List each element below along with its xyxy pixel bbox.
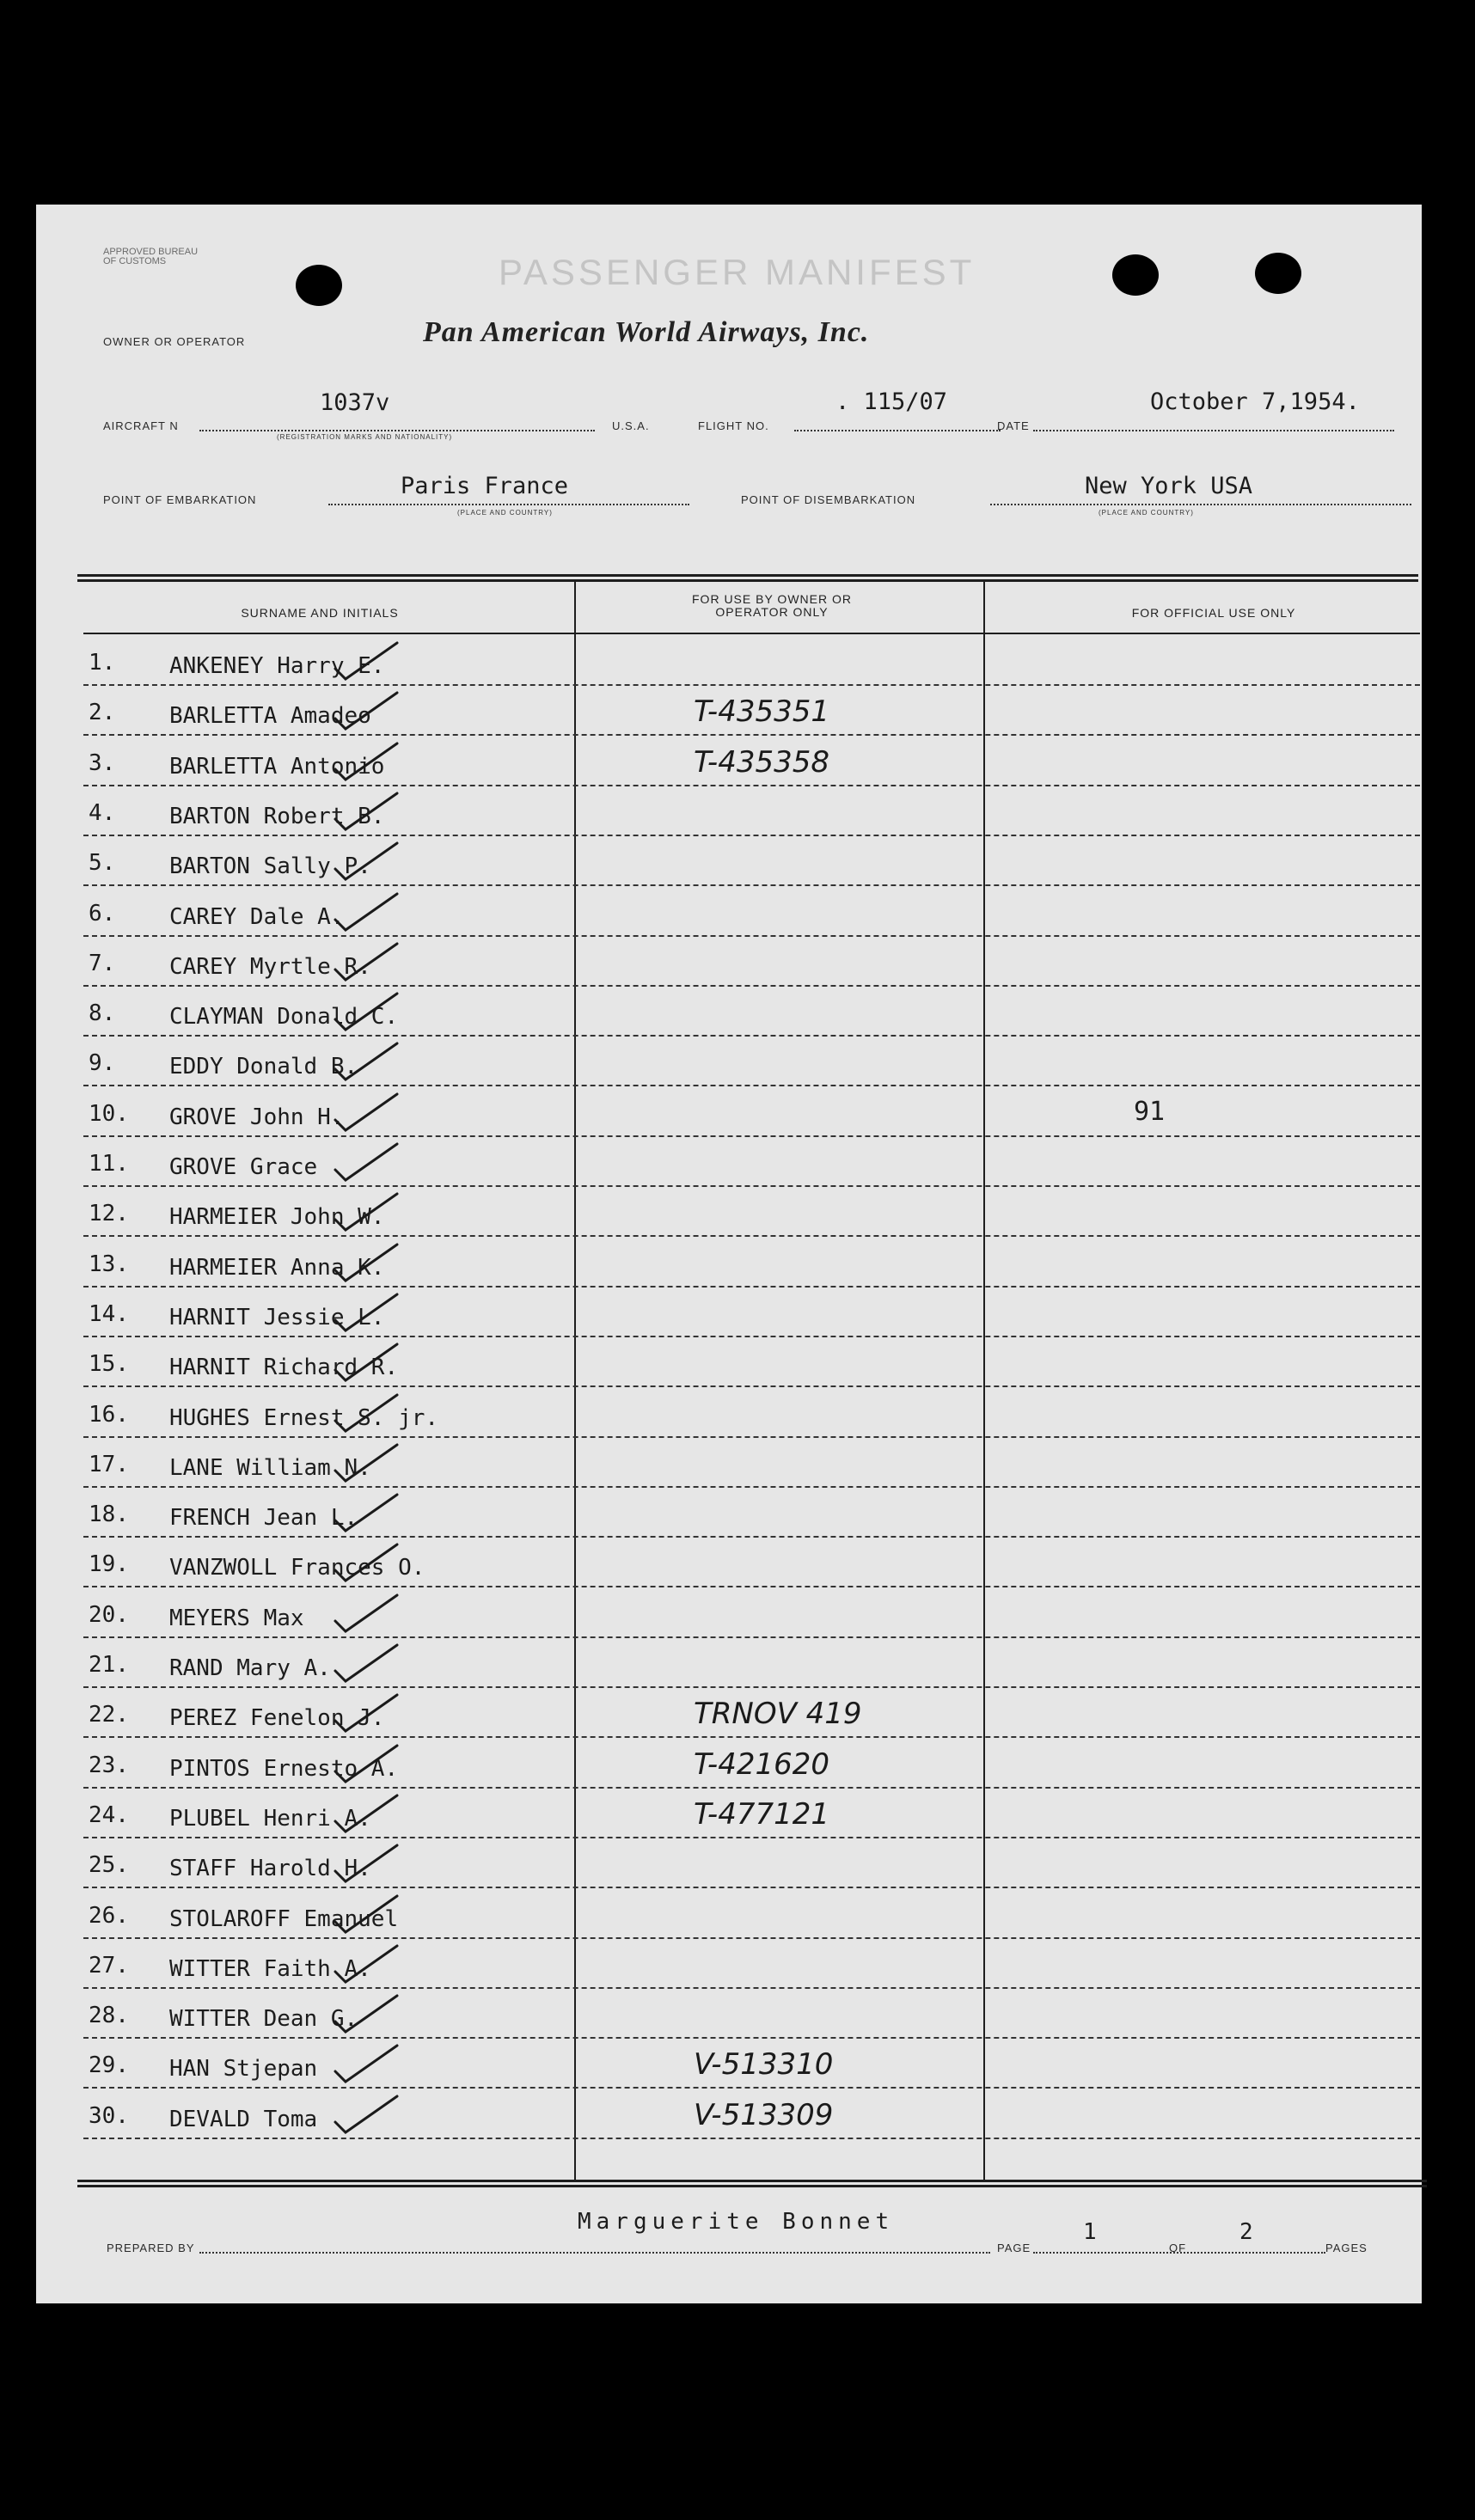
passenger-name: WITTER Dean G.: [169, 2006, 358, 2033]
row-number: 2.: [89, 700, 116, 726]
usa-label: U.S.A.: [612, 419, 650, 432]
check-mark-icon: [328, 1291, 406, 1334]
table-top-rule: [77, 574, 1418, 582]
check-mark-icon: [328, 1190, 406, 1233]
row-number: 28.: [89, 2003, 129, 2029]
punch-hole: [1112, 254, 1159, 296]
passenger-name: BARLETTA Amadeo: [169, 703, 371, 730]
passenger-name: CLAYMAN Donald C.: [169, 1004, 399, 1031]
passenger-name: HARNIT Richard R.: [169, 1355, 399, 1381]
disembarkation-label: POINT OF DISEMBARKATION: [741, 493, 916, 506]
check-mark-icon: [328, 1942, 406, 1985]
check-mark-icon: [328, 1491, 406, 1534]
passenger-name: CAREY Myrtle R.: [169, 953, 371, 980]
check-mark-icon: [328, 2042, 406, 2085]
manifest-sheet: [36, 205, 1422, 2303]
aircraft-label: AIRCRAFT N: [103, 419, 179, 432]
table-row: [83, 1286, 1420, 1337]
passenger-name: DEVALD Toma: [169, 2106, 318, 2132]
ticket-note: T-421620: [694, 1746, 829, 1782]
check-mark-icon: [328, 1842, 406, 1885]
table-row: [83, 1587, 1420, 1638]
passenger-name: HAN Stjepan: [169, 2056, 318, 2083]
table-row: [83, 1336, 1420, 1387]
row-number: 17.: [89, 1451, 129, 1477]
table-row: [83, 1185, 1420, 1237]
passenger-name: GROVE Grace: [169, 1154, 318, 1180]
table-row: [83, 885, 1420, 937]
table-row: [83, 1536, 1420, 1587]
aircraft-line: [199, 430, 595, 431]
ticket-note: V-513310: [694, 2047, 834, 2083]
table-row: [83, 1787, 1420, 1838]
ticket-note: TRNOV 419: [694, 1697, 862, 1732]
embarkation-label: POINT OF EMBARKATION: [103, 493, 257, 506]
embarkation-value: Paris France: [401, 473, 569, 499]
embarkation-line: [328, 504, 689, 505]
table-row: [83, 735, 1420, 786]
column-header-surname: SURNAME AND INITIALS: [241, 606, 399, 620]
passenger-name: PINTOS Ernesto A.: [169, 1755, 399, 1782]
passenger-name: GROVE John H.: [169, 1104, 345, 1130]
row-number: 14.: [89, 1300, 129, 1327]
passenger-name: STOLAROFF Emanuel: [169, 1905, 399, 1932]
row-number: 21.: [89, 1652, 129, 1678]
table-row: [83, 2088, 1420, 2139]
date-label: DATE: [997, 419, 1030, 432]
check-mark-icon: [328, 1040, 406, 1083]
page-line: [1033, 2252, 1325, 2254]
check-mark-icon: [328, 1341, 406, 1384]
registration-note: (REGISTRATION MARKS AND NATIONALITY): [277, 433, 453, 441]
table-row: [83, 1236, 1420, 1288]
row-number: 8.: [89, 1000, 116, 1027]
check-mark-icon: [328, 1592, 406, 1635]
row-number: 9.: [89, 1050, 116, 1077]
check-mark-icon: [328, 890, 406, 933]
check-mark-icon: [328, 1792, 406, 1835]
check-mark-icon: [328, 1893, 406, 1936]
row-number: 5.: [89, 850, 116, 877]
row-number: 26.: [89, 1902, 129, 1929]
passenger-name: RAND Mary A.: [169, 1655, 331, 1681]
check-mark-icon: [328, 1742, 406, 1785]
check-mark-icon: [328, 1691, 406, 1734]
table-row: [83, 1636, 1420, 1688]
check-mark-icon: [328, 1441, 406, 1484]
prepared-label: PREPARED BY: [107, 2242, 195, 2254]
check-mark-icon: [328, 1541, 406, 1584]
check-mark-icon: [328, 790, 406, 833]
table-row: [83, 1887, 1420, 1939]
table-row: [83, 2037, 1420, 2089]
table-row: [83, 1086, 1420, 1137]
row-number: 12.: [89, 1201, 129, 1227]
pages-label: PAGES: [1325, 2242, 1368, 2254]
passenger-name: LANE William N.: [169, 1454, 371, 1481]
passenger-name: BARTON Robert B.: [169, 803, 385, 829]
row-number: 3.: [89, 749, 116, 776]
row-number: 18.: [89, 1502, 129, 1528]
page-number: 1: [1083, 2219, 1097, 2245]
table-row: [83, 1937, 1420, 1989]
row-number: 11.: [89, 1151, 129, 1177]
check-mark-icon: [328, 1642, 406, 1685]
owner-label: OWNER OR OPERATOR: [103, 335, 246, 348]
check-mark-icon: [328, 840, 406, 883]
of-label: OF: [1169, 2242, 1187, 2254]
flight-label: FLIGHT NO.: [698, 419, 769, 432]
table-row: [83, 1686, 1420, 1738]
row-number: 24.: [89, 1801, 129, 1828]
row-number: 29.: [89, 2052, 129, 2079]
row-number: 16.: [89, 1401, 129, 1428]
row-number: 20.: [89, 1601, 129, 1628]
date-line: [1033, 430, 1394, 431]
passenger-name: HARMEIER Anna K.: [169, 1254, 385, 1281]
passenger-name: MEYERS Max: [169, 1605, 304, 1631]
ticket-note: T-477121: [694, 1796, 829, 1832]
date-value: October 7,1954.: [1150, 388, 1360, 415]
table-row: [83, 1837, 1420, 1888]
aircraft-value: 1037v: [320, 389, 390, 416]
embarkation-note: (PLACE AND COUNTRY): [457, 509, 553, 517]
ticket-note: V-513309: [694, 2097, 834, 2132]
official-mark: 91: [1134, 1096, 1166, 1127]
passenger-name: VANZWOLL Frances O.: [169, 1555, 425, 1581]
check-mark-icon: [328, 2093, 406, 2136]
table-row: [83, 1486, 1420, 1538]
check-mark-icon: [328, 940, 406, 983]
table-row: [83, 1737, 1420, 1789]
row-number: 30.: [89, 2102, 129, 2129]
passenger-name: STAFF Harold H.: [169, 1856, 371, 1882]
table-row: [83, 1386, 1420, 1438]
row-number: 7.: [89, 950, 116, 976]
disembarkation-value: New York USA: [1085, 473, 1253, 499]
prepared-by-name: Marguerite Bonnet: [578, 2209, 895, 2235]
row-number: 25.: [89, 1852, 129, 1879]
row-number: 19.: [89, 1551, 129, 1578]
flight-value: . 115/07: [835, 388, 948, 415]
disembarkation-note: (PLACE AND COUNTRY): [1099, 509, 1194, 517]
row-number: 1.: [89, 650, 116, 676]
check-mark-icon: [328, 1091, 406, 1134]
table-row: [83, 985, 1420, 1037]
row-number: 13.: [89, 1251, 129, 1277]
punch-hole: [1255, 253, 1301, 294]
row-number: 4.: [89, 799, 116, 826]
check-mark-icon: [328, 1241, 406, 1284]
approval-stamp: APPROVED BUREAU OF CUSTOMS: [103, 247, 199, 266]
check-mark-icon: [328, 689, 406, 732]
check-mark-icon: [328, 639, 406, 682]
check-mark-icon: [328, 1141, 406, 1184]
check-mark-icon: [328, 1992, 406, 2035]
ticket-note: T-435358: [694, 744, 829, 780]
table-row: [83, 935, 1420, 987]
table-row: [83, 684, 1420, 736]
row-number: 6.: [89, 900, 116, 927]
airline-name: Pan American World Airways, Inc.: [423, 316, 870, 348]
passenger-name: HARNIT Jessie L.: [169, 1304, 385, 1330]
check-mark-icon: [328, 1392, 406, 1434]
passenger-name: BARLETTA Antonio: [169, 753, 385, 780]
passenger-name: EDDY Donald B.: [169, 1054, 358, 1080]
passenger-name: WITTER Faith A.: [169, 1955, 371, 1982]
disembarkation-line: [990, 504, 1411, 505]
passenger-name: PEREZ Fenelon J.: [169, 1705, 385, 1732]
passenger-name: HUGHES Ernest S. jr.: [169, 1404, 439, 1431]
passenger-name: FRENCH Jean L.: [169, 1505, 358, 1532]
table-bottom-rule: [77, 2180, 1427, 2187]
passenger-name: CAREY Dale A.: [169, 903, 345, 930]
page-label: PAGE: [997, 2242, 1031, 2254]
table-row: [83, 1436, 1420, 1488]
table-row: [83, 785, 1420, 836]
row-number: 27.: [89, 1952, 129, 1979]
row-number: 10.: [89, 1100, 129, 1127]
form-title: PASSENGER MANIFEST: [499, 252, 976, 292]
punch-hole: [296, 265, 342, 306]
passenger-name: PLUBEL Henri A.: [169, 1805, 371, 1832]
row-number: 23.: [89, 1752, 129, 1778]
check-mark-icon: [328, 990, 406, 1033]
table-row: [83, 835, 1420, 886]
check-mark-icon: [328, 740, 406, 783]
passenger-name: HARMEIER John W.: [169, 1204, 385, 1231]
row-number: 22.: [89, 1702, 129, 1728]
column-header-owner-use: FOR USE BY OWNER OR OPERATOR ONLY: [692, 592, 852, 619]
flight-line: [794, 430, 1001, 431]
total-pages: 2: [1239, 2219, 1253, 2245]
table-row: [83, 1035, 1420, 1086]
table-row: [83, 634, 1420, 686]
table-row: [83, 1135, 1420, 1187]
ticket-note: T-435351: [694, 694, 829, 730]
passenger-name: ANKENEY Harry E.: [169, 653, 385, 679]
table-row: [83, 1987, 1420, 2039]
passenger-name: BARTON Sally P.: [169, 853, 371, 880]
column-header-official-use: FOR OFFICIAL USE ONLY: [1131, 606, 1296, 620]
row-number: 15.: [89, 1351, 129, 1378]
prepared-line: [199, 2252, 990, 2254]
